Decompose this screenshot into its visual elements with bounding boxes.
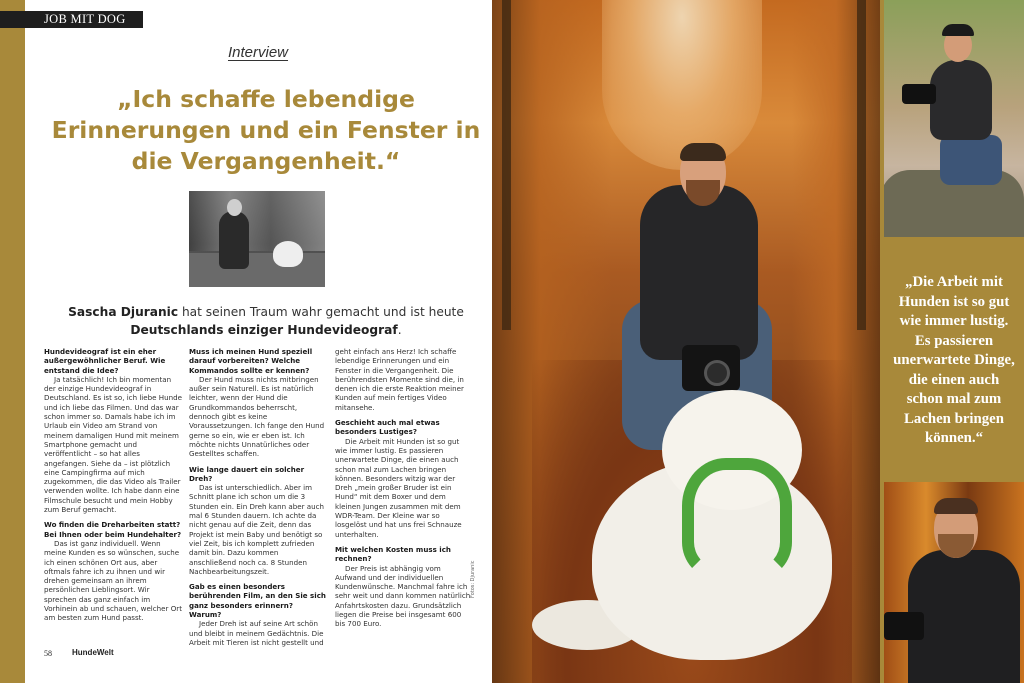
question: Gab es einen besonders berührenden Film, an den Sie sich ganz besonders erinnern? Warum?	[189, 582, 326, 620]
intro-text-2: .	[397, 323, 402, 337]
question: Muss ich meinen Hund speziell darauf vorbereiten? Welche Kommandos sollte er kennen?	[189, 347, 313, 375]
main-photo-forest	[492, 0, 880, 683]
question: Geschieht auch mal etwas besonders Lustiges?	[335, 418, 440, 437]
question: Hundevideograf ist ein eher außergewöhnlicher Beruf. Wie entstand die Idee?	[44, 347, 166, 375]
interview-columns	[44, 347, 471, 647]
answer: Der Hund muss nichts mitbringen außer sein Naturell. Es ist natürlich leichter, wenn der Hund die Grundkommandos beherrscht, dennoch gibt es keine Voraussetzungen. Ich fange den Hund gerne so ein, wie er eben ist. Ich möchte nichts Unnatürliches oder Gestelltes schaffen.	[189, 374, 325, 459]
portrait-photo	[189, 191, 325, 287]
dog-figure	[532, 380, 862, 660]
question: Wie lange dauert ein solcher Dreh?	[189, 464, 305, 483]
side-photo-bottom	[884, 482, 1024, 683]
pull-quote: „Die Arbeit mit Hunden ist so gut wie immer lustig. Es passieren unerwartete Dinge, die einen auch schon mal zum Lachen bringen können.“	[884, 237, 1024, 482]
headline: „Ich schaffe lebendige Erinnerungen und ein Fenster in die Vergangenheit.“	[51, 85, 481, 175]
side-photo-top	[884, 0, 1024, 237]
intro-text-1: hat seinen Traum wahr gemacht und ist heute	[178, 305, 464, 319]
section-label: JOB MIT DOG	[0, 11, 143, 28]
answer: Ja tatsächlich! Ich bin momentan der einzige Hundevideograf in Deutschland. Es ist so, ich liebe Hunde und ich liebe das Filmen. Und das war schon immer so. Damals habe ich im Urlaub ein Video am Strand von meinem damaligen Hund mit meinem Smartphone gemacht und veröffentlicht – so hat alles angefangen. Siehe da – ist plötzlich eine Campingfirma auf mich zugekommen, die das Video als Trailer verwenden wollte. Ich habe dann eine Filmschule besucht und mein Hobby zum Beruf gemacht.	[44, 374, 182, 515]
gold-edge-strip	[0, 0, 25, 683]
intro-text	[60, 303, 472, 339]
answer: Das ist unterschiedlich. Aber im Schnitt plane ich schon um die 3 Stunden ein. Ein Dreh kann aber auch mal 6 Stunden dauern. Ich achte da nicht genau auf die Zeit, denn das Projekt ist mein Baby und benötigt so viel Zeit, bis ich komplett zufrieden damit bin. Dazu kommen anschließend noch ca. 8 Stunden Nachbearbeitungszeit.	[189, 483, 324, 576]
answer-continued: geht einfach ans Herz! Ich schaffe lebendige Erinnerungen und ein Fenster in die Vergangenheit. Die berührendsten Momente sind die, in denen ich die erste Reaktion meiner Kunden auf mein fertiges Video mitansehe.	[335, 347, 464, 412]
question: Mit welchen Kosten muss ich rechnen?	[335, 544, 451, 564]
answer: Der Preis ist abhängig vom Aufwand und der individuellen Kundenwünsche. Manchmal fahre ich sehr weit und dann kommen natürlich Anfahrtskosten dazu. Grundsätzlich liegen die Preise bei insgesamt 600 bis 700 Euro.	[335, 563, 471, 629]
magazine-logo: HundeWelt	[72, 648, 114, 657]
intro-highlight: Deutschlands einziger Hundevideograf	[130, 323, 398, 337]
answer: Jeder Dreh ist auf seine Art schön und bleibt in meinem Gedächtnis. Die Arbeit mit Tieren ist nicht gestellt und	[189, 619, 324, 647]
answer: Das ist ganz individuell. Wenn meine Kunden es so wünschen, suche ich einen schönen Ort aus, aber oftmals fahre ich zu ihnen und wir drehen gemeinsam an ihrem persönlichen Lieblingsort. Wir sprechen das ganz einfach im Vorhinein ab und schauen, welcher Ort am besten zum Hund passt.	[44, 538, 182, 623]
question: Wo finden die Dreharbeiten statt? Bei Ihnen oder beim Hundehalter?	[44, 520, 182, 539]
page-number: 58	[44, 649, 52, 658]
column-3	[335, 347, 473, 629]
right-page	[492, 0, 1024, 683]
answer: Die Arbeit mit Hunden ist so gut wie immer lustig. Es passieren unerwartete Dinge, die einen auch schon mal zum Lachen bringen können. Besonders witzig war der Dreh „mein großer Bruder ist ein Hund“ mit dem Boxer und dem kleinen Jungen zusammen mit dem WDR-Team. Der Kleine war so losgelöst und hat uns frei Schnauze unterhalten.	[335, 436, 462, 539]
kicker-interview: Interview	[227, 44, 289, 61]
intro-name: Sascha Djuranic	[68, 305, 179, 319]
column-1	[44, 347, 182, 623]
photo-credit: Fotos: Djuranic	[470, 560, 476, 598]
column-2	[189, 347, 327, 647]
left-page	[0, 0, 492, 683]
